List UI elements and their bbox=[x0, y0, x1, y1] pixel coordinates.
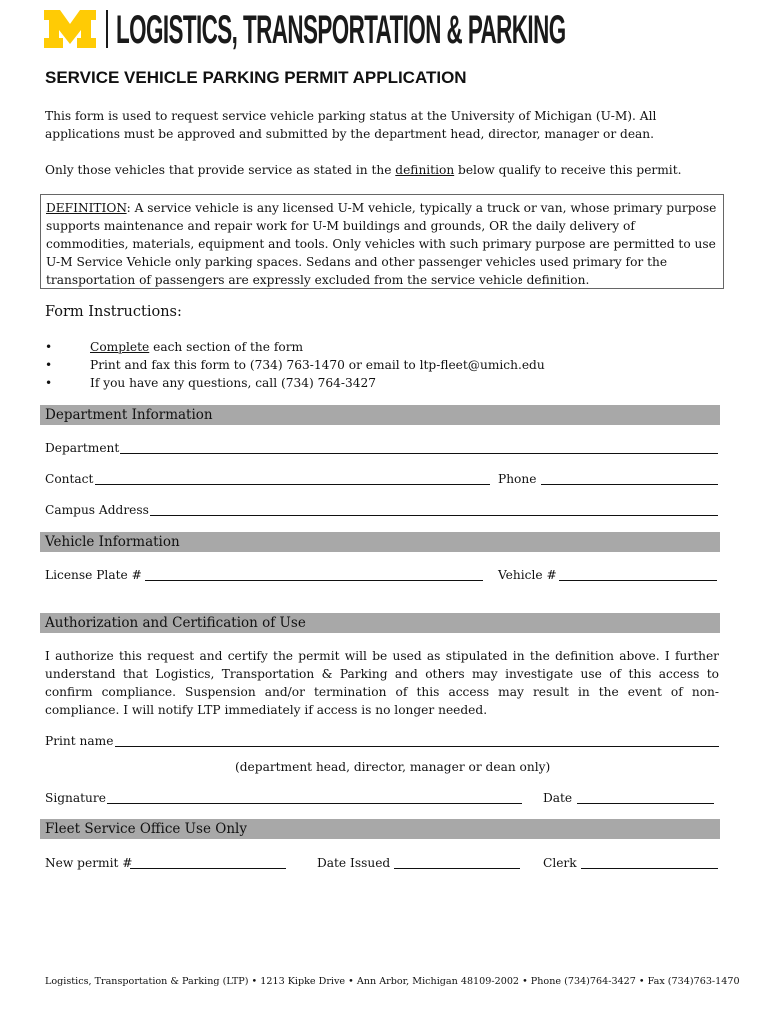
license-plate-label: License Plate # bbox=[45, 568, 142, 582]
vehicle-number-label: Vehicle # bbox=[498, 568, 557, 582]
department-label: Department bbox=[45, 441, 120, 455]
new-permit-label: New permit # bbox=[45, 856, 133, 870]
department-field[interactable] bbox=[120, 453, 718, 454]
department-section-header: Department Information bbox=[40, 405, 720, 425]
department-title: LOGISTICS, TRANSPORTATION & PARKING bbox=[116, 8, 566, 52]
definition-link-text: definition bbox=[395, 163, 455, 177]
clerk-label: Clerk bbox=[543, 856, 577, 870]
vehicle-number-field[interactable] bbox=[559, 580, 717, 581]
date-field[interactable] bbox=[577, 803, 714, 804]
definition-box bbox=[40, 194, 724, 289]
campus-address-label: Campus Address bbox=[45, 503, 149, 517]
contact-field[interactable] bbox=[95, 484, 490, 485]
instructions-title: Form Instructions: bbox=[45, 304, 182, 320]
bullet-icon: • bbox=[45, 376, 53, 390]
list-item: • If you have any questions, call (734) 764-3427 bbox=[45, 376, 377, 390]
print-name-note: (department head, director, manager or dean only) bbox=[235, 760, 551, 774]
definition-text: : A service vehicle is any licensed U-M vehicle, typically a truck or van, whose primary purpose supports maintenance and repair work for U-M buildings and grounds, OR the daily delivery of commodities, materials, equipment and tools. Only vehicles with such primary purpose are permitted to use U-M Service Vehicle only parking spaces. Sedans and other passenger vehicles used primary for the transportation of passengers are expressly excluded from the service vehicle definition. bbox=[46, 201, 717, 287]
date-issued-label: Date Issued bbox=[317, 856, 391, 870]
phone-field[interactable] bbox=[541, 484, 718, 485]
date-issued-field[interactable] bbox=[394, 868, 520, 869]
signature-label: Signature bbox=[45, 791, 106, 805]
contact-label: Contact bbox=[45, 472, 94, 486]
office-section-header: Fleet Service Office Use Only bbox=[40, 819, 720, 839]
print-name-label: Print name bbox=[45, 734, 114, 748]
page-footer: Logistics, Transportation & Parking (LTP) • 1213 Kipke Drive • Ann Arbor, Michigan 48109-2002 • Phone (734)764-3427 • Fax (734)763-1470 bbox=[45, 976, 740, 987]
intro-paragraph: This form is used to request service vehicle parking status at the University of Michigan (U-M). All applications must be approved and submitted by the department head, director, manager or dean. bbox=[45, 109, 657, 141]
qualification-paragraph: Only those vehicles that provide service as stated in the definition below qualify to receive this permit. bbox=[45, 163, 682, 177]
form-title: SERVICE VEHICLE PARKING PERMIT APPLICATION bbox=[45, 68, 467, 87]
clerk-field[interactable] bbox=[581, 868, 718, 869]
list-item: • Complete each section of the form bbox=[45, 340, 304, 354]
header-divider bbox=[106, 10, 108, 48]
date-label: Date bbox=[543, 791, 573, 805]
print-name-field[interactable] bbox=[115, 746, 719, 747]
bullet-icon: • bbox=[45, 340, 53, 354]
authorization-text: I authorize this request and certify the permit will be used as stipulated in the definition above. I further understand that Logistics, Transportation & Parking and others may investigate use of this access to confirm compliance. Suspension and/or termination of this access may result in the event of non-compliance. I will notify LTP immediately if access is no longer needed. bbox=[45, 649, 719, 717]
phone-label: Phone bbox=[498, 472, 537, 486]
new-permit-field[interactable] bbox=[130, 868, 286, 869]
vehicle-section-header: Vehicle Information bbox=[40, 532, 720, 552]
signature-field[interactable] bbox=[107, 803, 522, 804]
definition-term: DEFINITION bbox=[46, 201, 127, 215]
instructions-list bbox=[45, 338, 545, 392]
list-item: • Print and fax this form to (734) 763-1470 or email to ltp-fleet@umich.edu bbox=[45, 358, 545, 372]
block-m-logo bbox=[44, 10, 96, 48]
bullet-icon: • bbox=[45, 358, 53, 372]
license-plate-field[interactable] bbox=[145, 580, 483, 581]
page-header bbox=[44, 10, 724, 50]
campus-address-field[interactable] bbox=[150, 515, 718, 516]
authorization-section-header: Authorization and Certification of Use bbox=[40, 613, 720, 633]
